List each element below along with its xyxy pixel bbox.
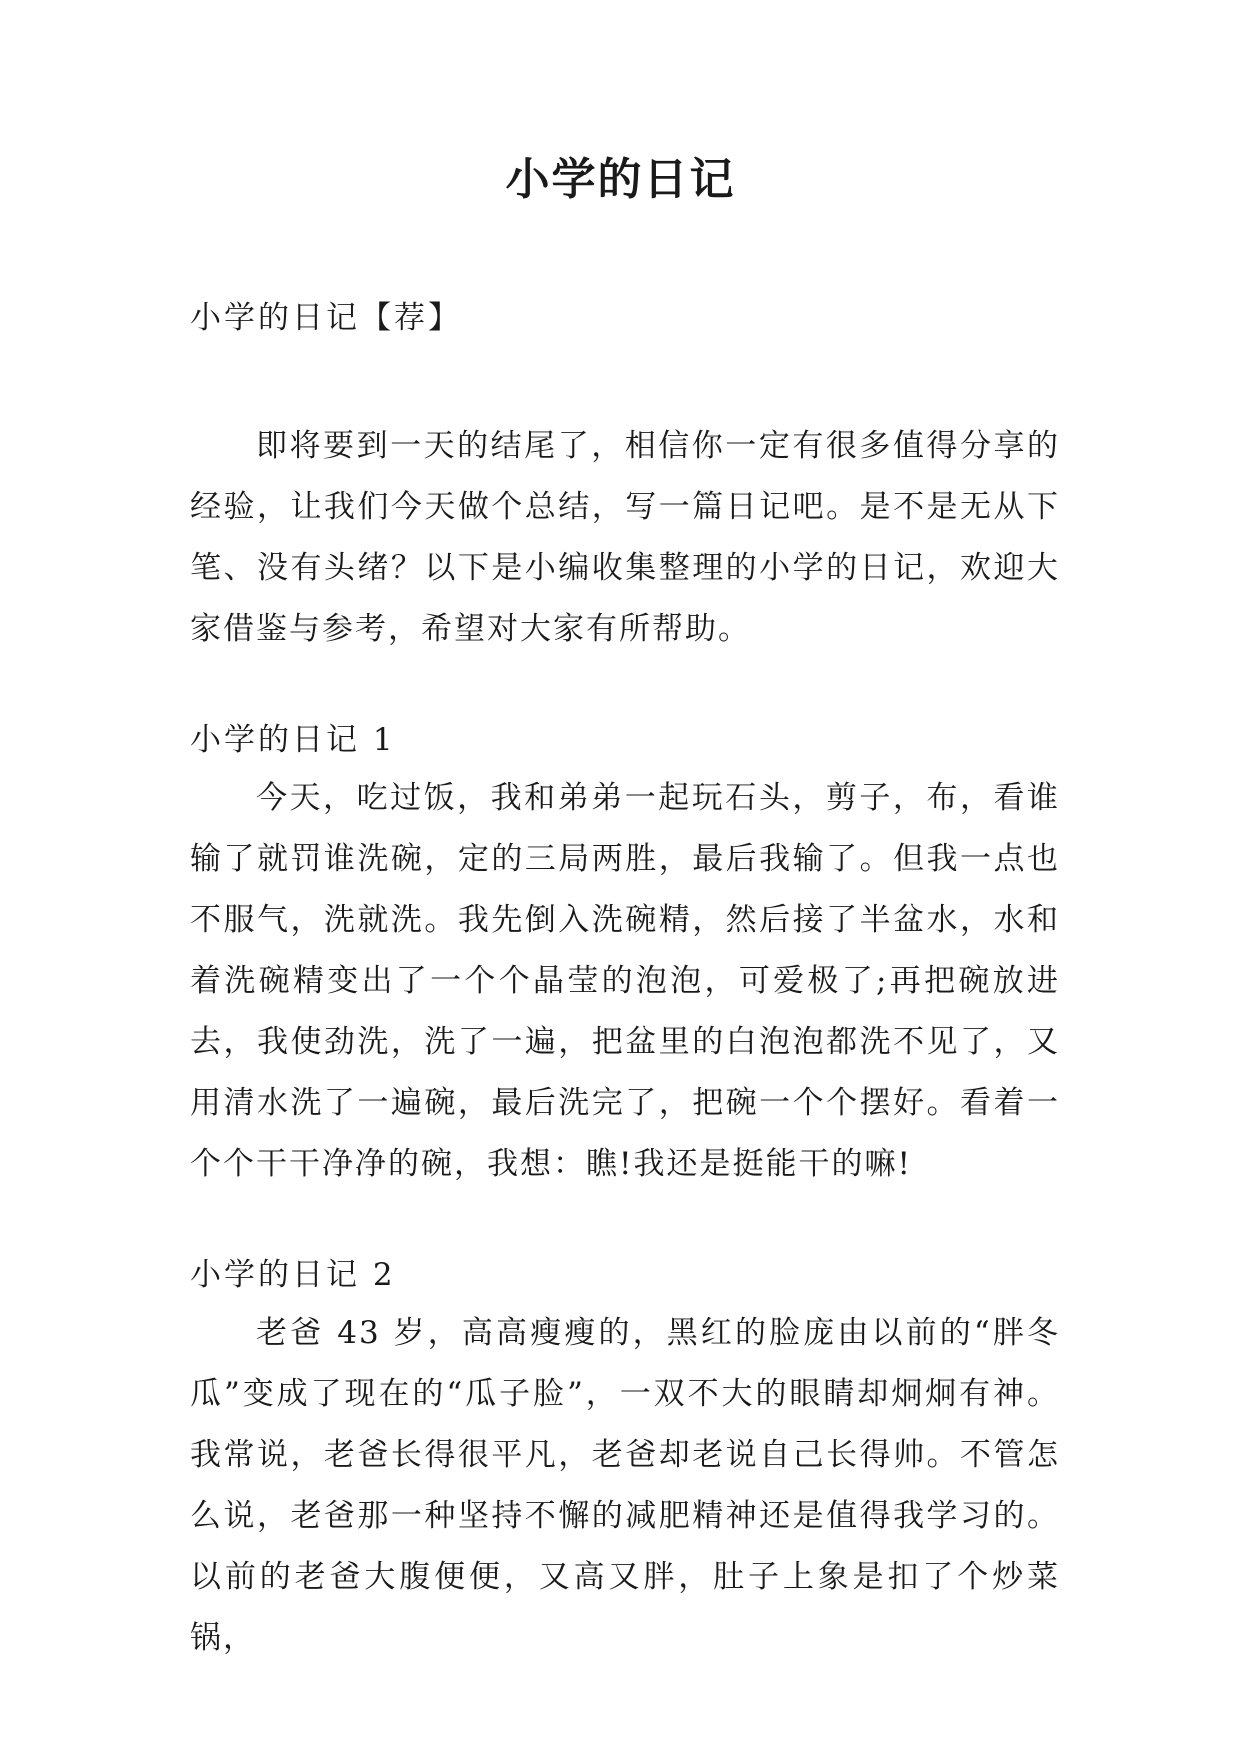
section-paragraph: 老爸 43 岁，高高瘦瘦的，黑红的脸庞由以前的“胖冬瓜”变成了现在的“瓜子脸”，一双不大的眼睛却炯炯有神。我常说，老爸长得很平凡，老爸却老说自己长得帅。不管怎么说，老爸那一种坚持不懈的减肥精神还是值得我学习的。以前的老爸大腹便便，又高又胖，肚子上象是扣了个炒菜锅， xyxy=(190,1315,1060,1656)
spacer xyxy=(190,660,1060,712)
intro-paragraph: 即将要到一天的结尾了，相信你一定有很多值得分享的经验，让我们今天做个总结，写一篇日记吧。是不是无从下笔、没有头绪？以下是小编收集整理的小学的日记，欢迎大家借鉴与参考，希望对大家有所帮助。 xyxy=(190,428,1060,647)
section-heading: 小学的日记 1 xyxy=(190,722,396,758)
document-title: 小学的日记 xyxy=(505,154,736,205)
spacer xyxy=(190,1195,1060,1247)
document-body xyxy=(190,290,1060,1669)
spacer xyxy=(190,346,1060,416)
document-subtitle: 小学的日记【荐】 xyxy=(190,300,462,336)
section-heading: 小学的日记 2 xyxy=(190,1257,396,1293)
section-paragraph: 今天，吃过饭，我和弟弟一起玩石头，剪子，布，看谁输了就罚谁洗碗，定的三局两胜，最后我输了。但我一点也不服气，洗就洗。我先倒入洗碗精，然后接了半盆水，水和着洗碗精变出了一个个晶莹的泡泡，可爱极了;再把碗放进去，我使劲洗，洗了一遍，把盆里的白泡泡都洗不见了，又用清水洗了一遍碗，最后洗完了，把碗一个个摆好。看着一个个干干净净的碗，我想：瞧!我还是挺能干的嘛! xyxy=(190,780,1060,1182)
